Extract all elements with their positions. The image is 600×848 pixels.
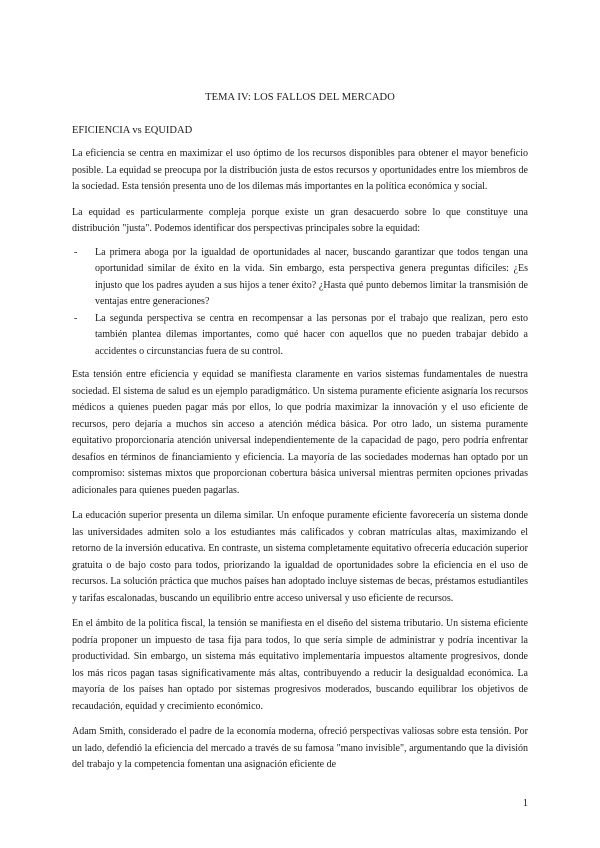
paragraph: En el ámbito de la política fiscal, la tensión se manifiesta en el diseño del sistema tributario. Un sistema eficiente podría proponer un impuesto de tasa fija para todos, lo que sería simple de administrar y podría incentivar la productividad. Sin embargo, un sistema más equitativo implementaría impuestos altamente progresivos, donde los más ricos pagan tasas significativamente más altas, contribuyendo a reducir la desigualdad económica. La mayoría de los países han optado por sistemas progresivos moderados, buscando equilibrar los objetivos de recaudación, equidad y crecimiento económico. (72, 618, 528, 712)
document-title: TEMA IV: LOS FALLOS DEL MERCADO (205, 92, 395, 103)
list-item (72, 311, 528, 361)
paragraph: La eficiencia se centra en maximizar el uso óptimo de los recursos disponibles para obtener el mayor beneficio posible. La equidad se preocupa por la distribución justa de estos recursos y oportunidades entre los miembros de la sociedad. Esta tensión presenta uno de los dilemas más importantes en la política económica y social. (72, 148, 528, 192)
page-number: 1 (522, 798, 528, 809)
paragraph: La educación superior presenta un dilema similar. Un enfoque puramente eficiente favorecería un sistema donde las universidades admiten solo a los estudiantes más calificados y cobran matrículas altas, maximizando el retorno de la inversión educativa. En contraste, un sistema completamente equitativo ofrecería educación superior gratuita o de bajo costo para todos, priorizando la igualdad de oportunidades sobre la eficiencia en el uso de recursos. La solución práctica que muchos países han adoptado incluye sistemas de becas, préstamos estudiantiles y tarifas escalonadas, buscando un equilibrio entre acceso universal y uso eficiente de recursos. (72, 510, 528, 604)
bullet-list (72, 245, 528, 361)
dash-bullet: - (74, 312, 78, 324)
section-heading: EFICIENCIA vs EQUIDAD (72, 125, 193, 136)
document-page (72, 0, 528, 848)
list-item-text: La segunda perspectiva se centra en recompensar a las personas por el trabajo que realizan, pero esto también plantea dilemas importantes, como qué hacer con aquellos que no pueden trabajar debido a accidentes o circunstancias fuera de su control. (95, 312, 528, 357)
document-body (72, 146, 528, 783)
paragraph: Adam Smith, considerado el padre de la economía moderna, ofreció perspectivas valiosas sobre esta tensión. Por un lado, defendió la eficiencia del mercado a través de su famosa "mano invisible", argumentando que la división del trabajo y la competencia fomentan una asignación eficiente de (72, 726, 528, 770)
paragraph: Esta tensión entre eficiencia y equidad se manifiesta claramente en varios sistemas fundamentales de nuestra sociedad. El sistema de salud es un ejemplo paradigmático. Un sistema puramente eficiente asignaría los recursos médicos a quienes pueden pagar más por ellos, lo que podría maximizar la innovación y el uso eficiente de recursos, pero dejaría a muchos sin acceso a atención médica básica. Por otro lado, un sistema puramente equitativo proporcionaría atención universal independientemente de la capacidad de pago, pero podría enfrentar desafíos en términos de financiamiento y eficiencia. La mayoría de las sociedades modernas han optado por un compromiso: sistemas mixtos que proporcionan cobertura básica universal mientras permiten opciones privadas adicionales para quienes pueden pagarlas. (72, 369, 528, 496)
paragraph: La equidad es particularmente compleja porque existe un gran desacuerdo sobre lo que constituye una distribución "justa". Podemos identificar dos perspectivas principales sobre la equidad: (72, 206, 528, 234)
list-item (72, 245, 528, 311)
list-item-text: La primera aboga por la igualdad de oportunidades al nacer, buscando garantizar que todos tengan una oportunidad similar de éxito en la vida. Sin embargo, esta perspectiva genera preguntas difíciles: ¿Es injusto que los padres ayuden a sus hijos a tener éxito? ¿Hasta qué punto debemos limitar la transmisión de ventajas entre generaciones? (95, 246, 528, 307)
dash-bullet: - (74, 246, 78, 258)
